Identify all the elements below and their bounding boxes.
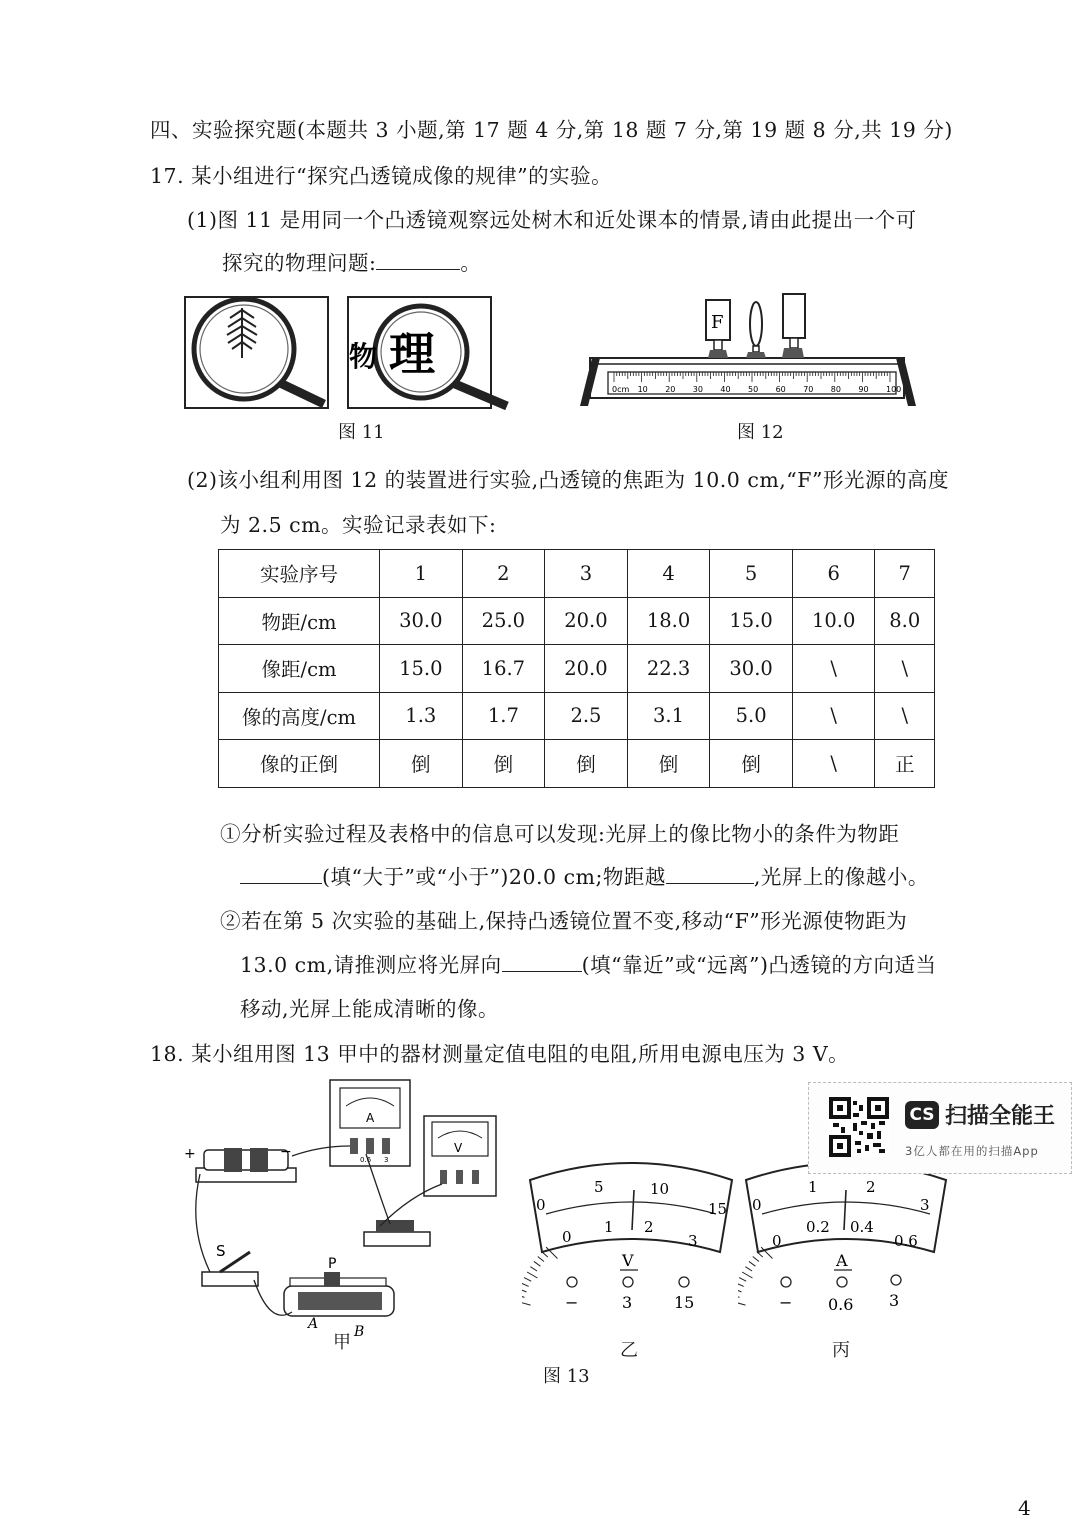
amp-bottom-0: 0 bbox=[772, 1232, 782, 1250]
table-cell: 5 bbox=[710, 550, 793, 598]
figure-13-yi-voltmeter bbox=[522, 1160, 740, 1330]
ammeter-meter-symbol: A bbox=[836, 1251, 848, 1270]
scale-tick-label: 10 bbox=[637, 385, 648, 394]
meter-tick bbox=[738, 1283, 744, 1286]
table-cell: 4 bbox=[627, 550, 710, 598]
scale-tick-label: 30 bbox=[692, 385, 703, 394]
table-cell: 2 bbox=[462, 550, 545, 598]
table-cell: \ bbox=[875, 645, 935, 693]
q17-sub1-line2 bbox=[240, 860, 929, 890]
amp-top-2: 2 bbox=[866, 1178, 876, 1196]
scale-tick-label: 80 bbox=[830, 385, 841, 394]
table-row bbox=[219, 550, 935, 598]
q17-part2-line2: 为 2.5 cm。实验记录表如下: bbox=[220, 513, 497, 537]
table-cell: 倒 bbox=[627, 740, 710, 788]
scale-tick-label: 90 bbox=[858, 385, 869, 394]
figure-13-bing-label: 丙 bbox=[832, 1340, 850, 1361]
slider-label-p: P bbox=[328, 1256, 337, 1272]
table-cell: 倒 bbox=[545, 740, 628, 788]
cs-logo-icon: CS bbox=[905, 1101, 939, 1129]
q18-stem: 18. 某小组用图 13 甲中的器材测量定值电阻的电阻,所用电源电压为 3 V。 bbox=[150, 1042, 850, 1066]
meter-tick bbox=[738, 1301, 746, 1305]
scale-tick-label: 40 bbox=[720, 385, 731, 394]
volt-top-0: 0 bbox=[536, 1196, 546, 1214]
table-cell: 实验序号 bbox=[219, 550, 380, 598]
table-cell: 20.0 bbox=[545, 645, 628, 693]
experiment-record-table bbox=[218, 549, 935, 788]
meter-tick bbox=[542, 1252, 548, 1257]
voltmeter-meter-symbol: V bbox=[622, 1251, 634, 1270]
meter-tick bbox=[749, 1261, 755, 1266]
table-cell: 像距/cm bbox=[219, 645, 380, 693]
table-cell: 像的正倒 bbox=[219, 740, 380, 788]
volt-bottom-1: 1 bbox=[604, 1218, 614, 1236]
volt-bottom-2: 2 bbox=[644, 1218, 654, 1236]
table-cell: 1 bbox=[380, 550, 463, 598]
ammeter-terminal-3: 3 bbox=[384, 1156, 389, 1164]
q17-sub1-middle: (填“大于”或“小于”)20.0 cm;物距越 bbox=[322, 865, 666, 889]
meter-tick bbox=[738, 1289, 741, 1292]
meter-tick bbox=[527, 1272, 537, 1278]
q17-stem: 17. 某小组进行“探究凸透镜成像的规律”的实验。 bbox=[150, 164, 613, 188]
figure-11-right-text bbox=[347, 296, 511, 410]
table-row bbox=[219, 597, 935, 645]
answer-blank-4[interactable] bbox=[502, 970, 582, 972]
table-row bbox=[219, 645, 935, 693]
q17-part1-line2 bbox=[222, 246, 481, 276]
amp-bottom-04: 0.4 bbox=[850, 1218, 874, 1236]
table-cell: 10.0 bbox=[792, 597, 875, 645]
table-cell: 倒 bbox=[380, 740, 463, 788]
table-cell: 22.3 bbox=[627, 645, 710, 693]
battery-plus-label: + bbox=[184, 1146, 196, 1162]
table-cell: 倒 bbox=[710, 740, 793, 788]
table-cell: 16.7 bbox=[462, 645, 545, 693]
figure-12-caption: 图 12 bbox=[737, 422, 784, 443]
table-cell: 正 bbox=[875, 740, 935, 788]
meter-tick bbox=[534, 1261, 540, 1266]
meter-tick bbox=[745, 1267, 752, 1271]
table-cell: 像的高度/cm bbox=[219, 692, 380, 740]
q17-sub2-line2 bbox=[240, 948, 937, 978]
figure-11-char-wu: 物 bbox=[349, 340, 378, 373]
amp-bottom-06: 0.6 bbox=[894, 1232, 918, 1250]
table-cell: 3.1 bbox=[627, 692, 710, 740]
amp-terminal-minus: − bbox=[779, 1293, 793, 1312]
table-cell: \ bbox=[792, 740, 875, 788]
meter-tick bbox=[753, 1256, 759, 1261]
meter-tick bbox=[742, 1272, 752, 1278]
ammeter-device-symbol: A bbox=[366, 1111, 375, 1125]
table-row bbox=[219, 740, 935, 788]
q17-sub2-prefix: 13.0 cm,请推测应将光屏向 bbox=[240, 953, 502, 977]
volt-top-10: 10 bbox=[650, 1180, 670, 1198]
q17-part1-suffix: 。 bbox=[460, 251, 482, 275]
meter-tick bbox=[739, 1278, 746, 1282]
source-letter-f: F bbox=[711, 312, 724, 333]
q17-part1-line1: (1)图 11 是用同一个凸透镜观察远处树木和近处课本的情景,请由此提出一个可 bbox=[187, 208, 917, 232]
table-cell: 1.3 bbox=[380, 692, 463, 740]
table-cell: 5.0 bbox=[710, 692, 793, 740]
volt-bottom-0: 0 bbox=[562, 1228, 572, 1246]
answer-blank-3[interactable] bbox=[666, 882, 754, 884]
table-row bbox=[219, 692, 935, 740]
volt-terminal-3: 3 bbox=[622, 1293, 633, 1312]
rheostat-end-a: A bbox=[308, 1316, 319, 1332]
table-cell: 30.0 bbox=[710, 645, 793, 693]
scale-unit-label: 0cm bbox=[612, 385, 630, 394]
scale-tick-label: 60 bbox=[775, 385, 786, 394]
figure-13-caption: 图 13 bbox=[543, 1366, 590, 1387]
qr-code-icon bbox=[829, 1097, 889, 1157]
volt-bottom-3: 3 bbox=[688, 1232, 698, 1250]
table-cell: 物距/cm bbox=[219, 597, 380, 645]
scale-tick-label: 100 bbox=[886, 385, 902, 394]
scanner-watermark bbox=[808, 1082, 1072, 1174]
scale-tick-label: 70 bbox=[803, 385, 814, 394]
scanner-brand: 扫描全能王 bbox=[945, 1104, 1056, 1129]
amp-top-3: 3 bbox=[920, 1196, 930, 1214]
q17-sub2-line1: ②若在第 5 次实验的基础上,保持凸透镜位置不变,移动“F”形光源使物距为 bbox=[220, 909, 908, 933]
q17-sub1-line1: ①分析实验过程及表格中的信息可以发现:光屏上的像比物小的条件为物距 bbox=[220, 822, 900, 846]
scanner-tagline: 3亿人都在用的扫描App bbox=[905, 1144, 1039, 1158]
amp-top-0: 0 bbox=[752, 1196, 762, 1214]
meter-tick bbox=[522, 1289, 526, 1292]
amp-terminal-06: 0.6 bbox=[828, 1295, 854, 1314]
voltmeter-device-symbol: V bbox=[454, 1141, 463, 1155]
table-cell: 1.7 bbox=[462, 692, 545, 740]
amp-bottom-02: 0.2 bbox=[806, 1218, 830, 1236]
volt-terminal-15: 15 bbox=[674, 1293, 695, 1312]
figure-13-jia-label: 甲 bbox=[333, 1332, 351, 1353]
table-cell: 20.0 bbox=[545, 597, 628, 645]
figure-11-caption: 图 11 bbox=[338, 422, 385, 443]
table-cell: 3 bbox=[545, 550, 628, 598]
table-cell: 15.0 bbox=[710, 597, 793, 645]
q17-part2-line1: (2)该小组利用图 12 的装置进行实验,凸透镜的焦距为 10.0 cm,“F”形光源的高度 bbox=[187, 468, 949, 492]
q17-sub2-line3: 移动,光屏上能成清晰的像。 bbox=[240, 997, 500, 1021]
meter-tick bbox=[530, 1267, 537, 1271]
scale-tick-label: 50 bbox=[748, 385, 759, 394]
table-cell: 8.0 bbox=[875, 597, 935, 645]
table-cell: \ bbox=[875, 692, 935, 740]
q17-part1-prefix: 探究的物理问题: bbox=[222, 251, 377, 275]
q17-sub2-suffix: (填“靠近”或“远离”)凸透镜的方向适当 bbox=[581, 953, 937, 977]
amp-top-1: 1 bbox=[808, 1178, 818, 1196]
page-number: 4 bbox=[1018, 1496, 1031, 1520]
volt-terminal-minus: − bbox=[565, 1293, 579, 1312]
figure-12-optical-bench bbox=[578, 288, 918, 412]
figure-13-yi-label: 乙 bbox=[620, 1340, 638, 1361]
meter-tick bbox=[522, 1295, 524, 1297]
table-cell: \ bbox=[792, 645, 875, 693]
switch-label-s: S bbox=[216, 1242, 226, 1260]
table-cell: 倒 bbox=[462, 740, 545, 788]
figure-13-jia-circuit bbox=[180, 1076, 510, 1352]
scale-tick-label: 20 bbox=[665, 385, 676, 394]
meter-tick bbox=[524, 1278, 531, 1282]
meter-tick bbox=[538, 1256, 544, 1261]
answer-blank-2[interactable] bbox=[240, 882, 322, 884]
volt-top-15: 15 bbox=[708, 1200, 728, 1218]
figure-11-left-tree bbox=[184, 296, 330, 410]
table-cell: 15.0 bbox=[380, 645, 463, 693]
meter-tick bbox=[522, 1301, 531, 1305]
ammeter-terminal-06: 0.6 bbox=[360, 1156, 372, 1164]
q17-sub1-end: ,光屏上的像越小。 bbox=[753, 865, 929, 889]
rheostat-end-b: B bbox=[354, 1324, 365, 1340]
figure-11-char-li: 理 bbox=[389, 327, 435, 381]
answer-blank-1[interactable] bbox=[376, 268, 460, 270]
table-cell: 6 bbox=[792, 550, 875, 598]
battery-minus-label: − bbox=[280, 1144, 292, 1160]
table-cell: 25.0 bbox=[462, 597, 545, 645]
table-cell: 7 bbox=[875, 550, 935, 598]
table-cell: \ bbox=[792, 692, 875, 740]
figure-13-bing-ammeter bbox=[738, 1160, 954, 1330]
amp-terminal-3: 3 bbox=[889, 1291, 900, 1310]
meter-tick bbox=[522, 1283, 529, 1286]
section-header: 四、实验探究题(本题共 3 小题,第 17 题 4 分,第 18 题 7 分,第 19 题 8 分,共 19 分) bbox=[150, 118, 953, 142]
meter-tick bbox=[738, 1295, 739, 1297]
table-cell: 18.0 bbox=[627, 597, 710, 645]
volt-top-5: 5 bbox=[594, 1178, 604, 1196]
table-cell: 2.5 bbox=[545, 692, 628, 740]
table-cell: 30.0 bbox=[380, 597, 463, 645]
